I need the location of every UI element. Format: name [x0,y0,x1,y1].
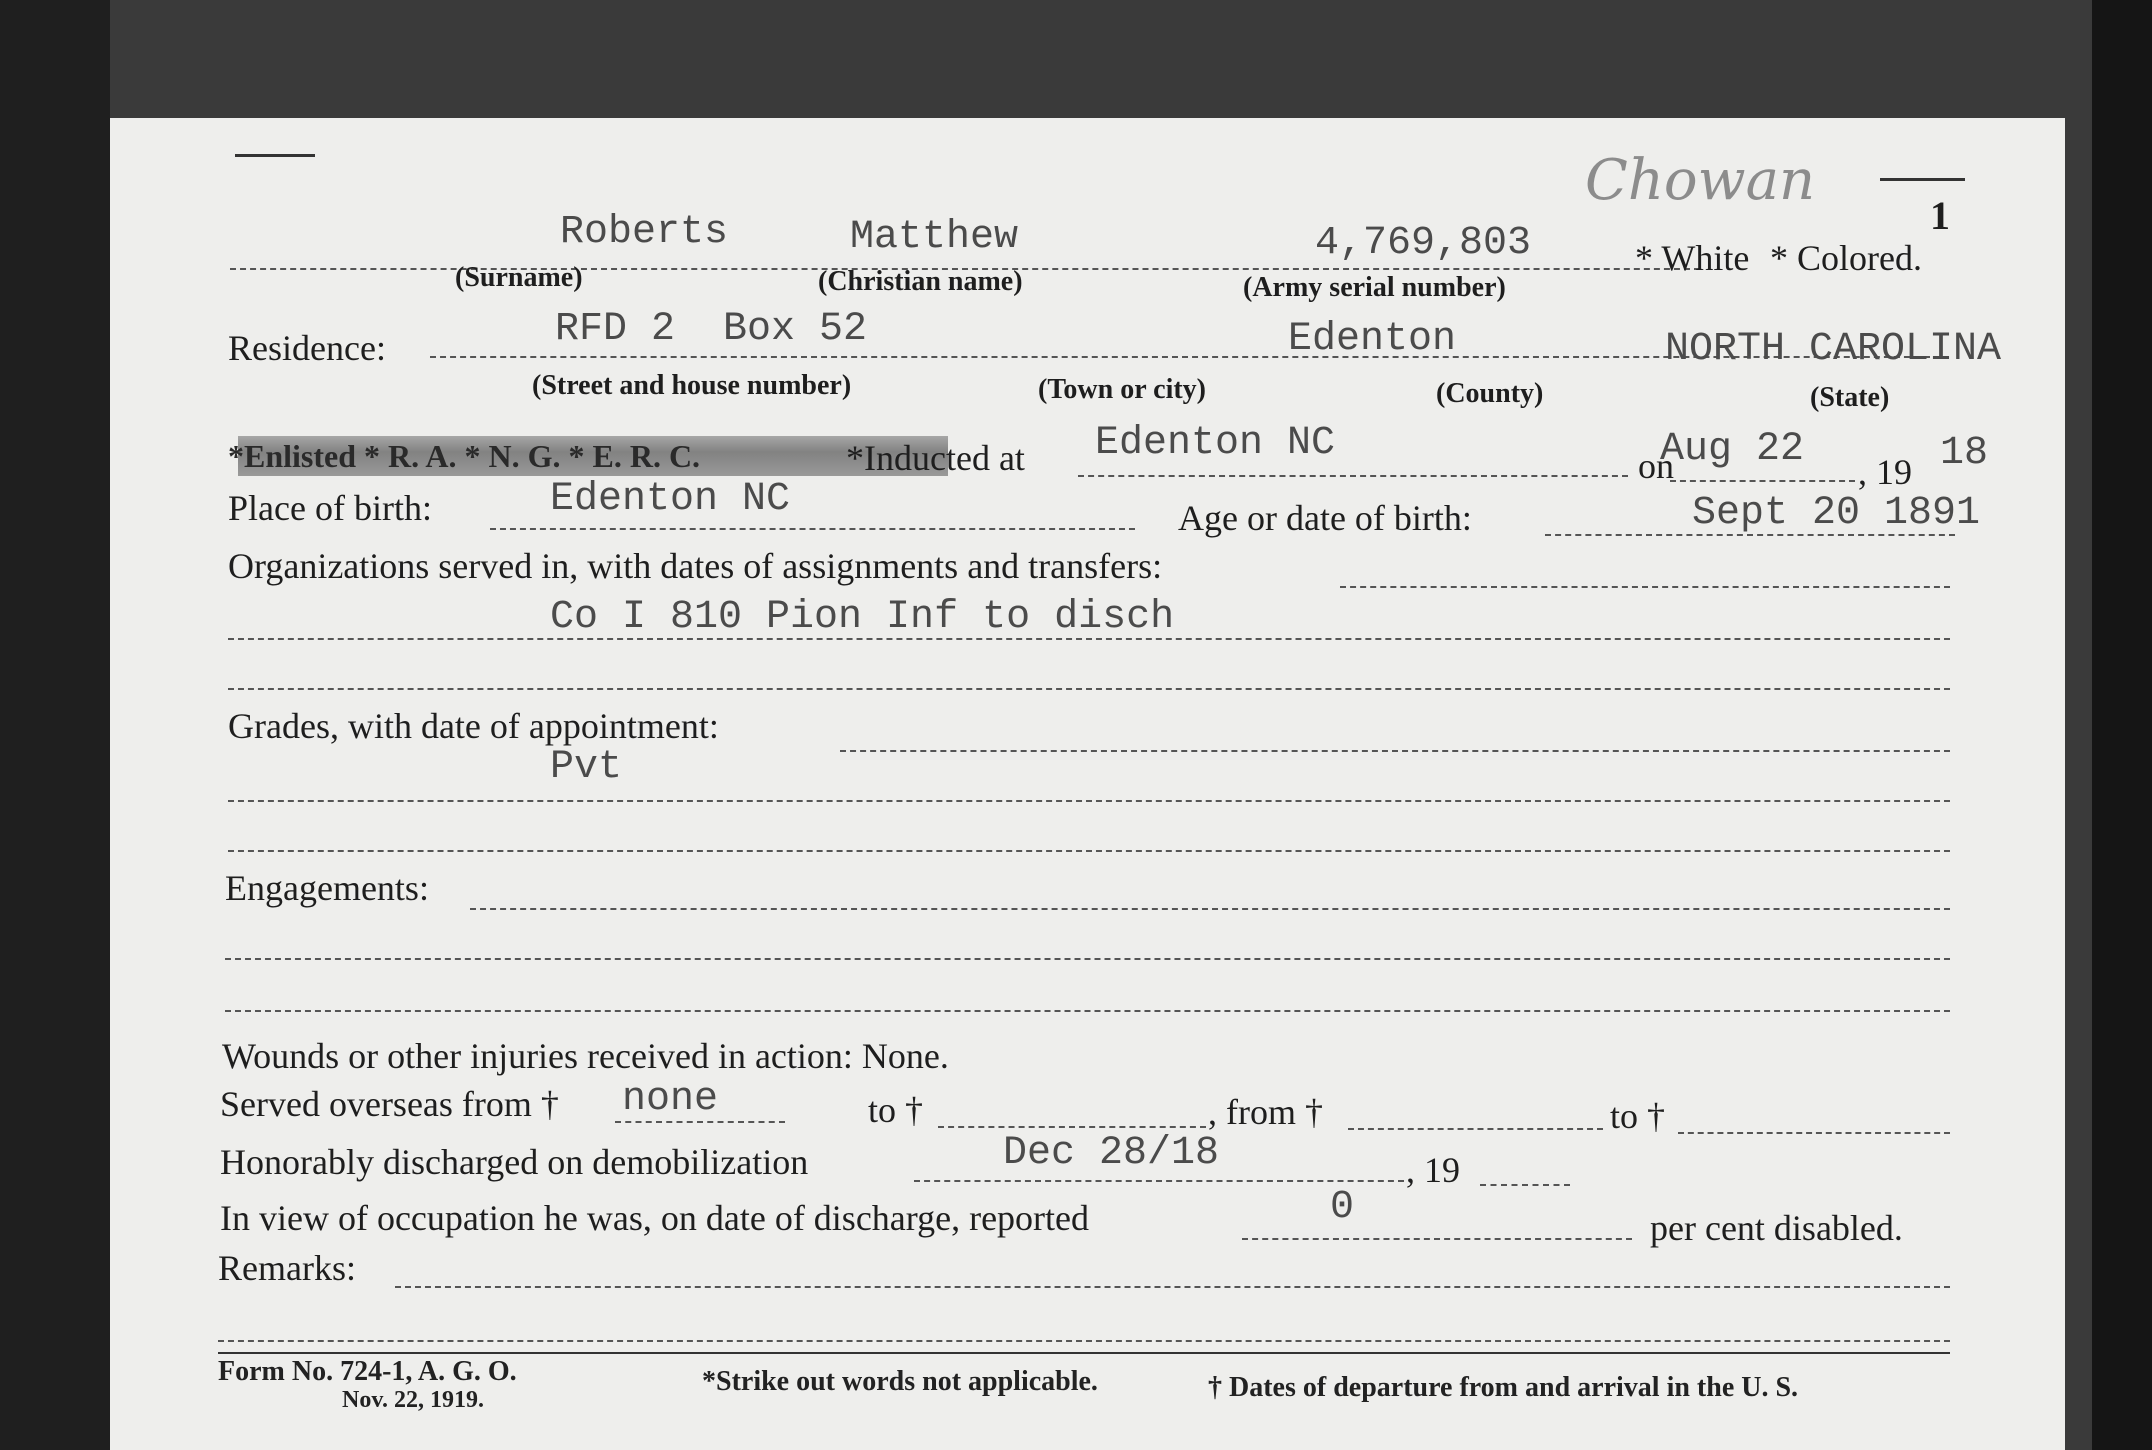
service-card [110,118,2065,1450]
footer-rule [218,1352,1950,1354]
wounds-label: Wounds or other injuries received in action: None. [222,1036,949,1076]
engagements-line-3 [225,1010,1950,1012]
disability-label: In view of occupation he was, on date of discharge, reported [220,1198,1090,1238]
residence-state-value: NORTH CAROLINA [1665,327,2002,372]
overseas-from-value: none [622,1077,719,1122]
inducted-at-value: Edenton NC [1095,421,1336,466]
inducted-at-label: *Inducted at [846,438,1025,478]
organizations-line-3 [228,688,1950,690]
residence-label: Residence: [228,328,386,368]
grades-label: Grades, with date of appointment: [228,706,719,746]
left-border [0,0,110,1450]
surname-value: Roberts [560,210,729,255]
induction-date-value: Aug 22 [1660,427,1805,472]
organizations-line-2 [228,638,1950,640]
discharge-year-line [1480,1184,1570,1186]
on-label: on [1638,446,1674,486]
disability-value: 0 [1330,1185,1355,1230]
overseas-second-to-line [1678,1132,1950,1134]
remarks-line-1 [395,1286,1950,1288]
place-of-birth-value: Edenton NC [550,477,791,522]
surname-caption: (Surname) [455,262,583,293]
date-of-birth-label: Age or date of birth: [1178,498,1472,538]
place-of-birth-label: Place of birth: [228,488,432,528]
engagements-label: Engagements: [225,868,429,908]
state-caption: (State) [1810,382,1890,413]
overseas-to-label: to † [868,1090,924,1130]
residence-town-value: Edenton [1288,317,1457,362]
date-of-birth-value: Sept 20 1891 [1692,491,1981,536]
christian-name-value: Matthew [850,215,1019,260]
grades-value: Pvt [550,745,623,790]
place-of-birth-line [490,528,1135,530]
remarks-line-2 [218,1340,1950,1342]
top-right-rule [1880,178,1965,181]
organizations-label: Organizations served in, with dates of assignments and transfers: [228,546,1163,586]
handwritten-county: Chowan [1585,148,1816,213]
form-number: Form No. 724-1, A. G. O. [218,1356,517,1387]
strike-out-note: *Strike out words not applicable. [702,1366,1098,1397]
race-colored-label: * Colored. [1770,238,1922,278]
disability-line [1242,1238,1632,1240]
residence-street-value: RFD 2 Box 52 [555,307,868,352]
overseas-second-from-label: , from † [1208,1092,1323,1132]
top-left-rule [235,154,315,157]
form-date: Nov. 22, 1919. [342,1387,485,1413]
discharge-year-prefix: , 19 [1406,1150,1460,1190]
grades-line-3 [228,850,1950,852]
enlisted-struck-label: *Enlisted * R. A. * N. G. * E. R. C. [228,438,701,474]
discharge-line [914,1180,1404,1182]
engagements-line-1 [470,908,1950,910]
grades-line-1 [840,750,1950,752]
card-number: 1 [1930,193,1950,238]
discharge-label: Honorably discharged on demobilization [220,1142,809,1182]
right-border [2092,0,2152,1450]
county-caption: (County) [1436,378,1544,409]
street-caption: (Street and house number) [532,370,852,401]
induction-date-line [1670,480,1855,482]
town-caption: (Town or city) [1038,374,1206,405]
induction-year-prefix: , 19 [1858,452,1912,492]
overseas-label: Served overseas from † [220,1084,559,1124]
disability-suffix: per cent disabled. [1650,1208,1903,1248]
overseas-second-from-line [1348,1128,1603,1130]
induction-year-value: 18 [1940,431,1989,476]
organizations-value: Co I 810 Pion Inf to disch [550,595,1175,640]
christian-name-caption: (Christian name) [818,266,1023,297]
overseas-second-to-label: to † [1610,1096,1666,1136]
discharge-value: Dec 28/18 [1003,1131,1220,1176]
serial-number-value: 4,769,803 [1315,221,1532,266]
dates-note: † Dates of departure from and arrival in the U. S. [1208,1372,1799,1403]
overseas-to-line [938,1126,1206,1128]
race-white-label: * White [1635,238,1750,278]
remarks-label: Remarks: [218,1248,356,1288]
serial-number-caption: (Army serial number) [1243,272,1506,303]
grades-line-2 [228,800,1950,802]
organizations-line-1 [1340,586,1950,588]
engagements-line-2 [225,958,1950,960]
inducted-at-line [1078,475,1628,477]
